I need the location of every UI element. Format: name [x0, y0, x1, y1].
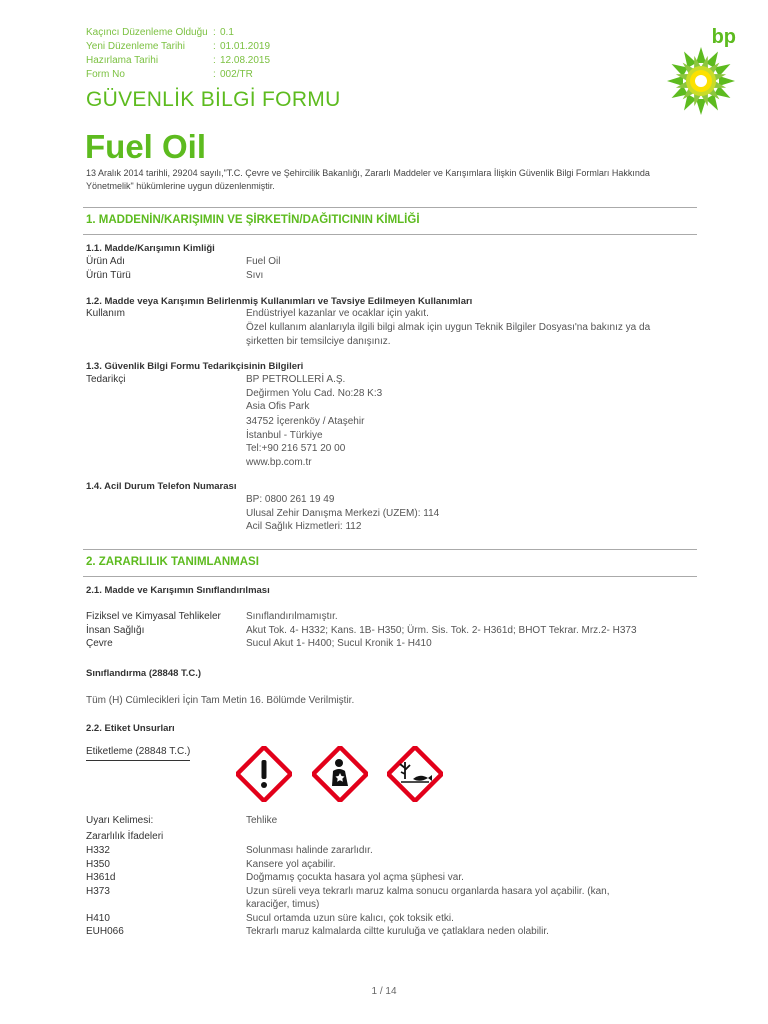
signal-word: Tehlike: [246, 815, 278, 826]
field-value: Endüstriyel kazanlar ve ocaklar için yakıt.: [246, 308, 429, 319]
meta-value: 0.1: [220, 27, 234, 38]
hazard-text: Doğmamış çocukta hasara yol açma şüphesi var.: [246, 872, 464, 883]
meta-colon: :: [213, 55, 216, 66]
meta-colon: :: [213, 69, 216, 80]
meta-label: Kaçıncı Düzenleme Olduğu: [86, 27, 208, 38]
section-divider: [83, 576, 697, 577]
hazard-text: Tekrarlı maruz kalmalarda ciltte kuruluğa ve çatlaklara neden olabilir.: [246, 926, 549, 937]
emergency-phone: Ulusal Zehir Danışma Merkezi (UZEM): 114: [246, 508, 440, 519]
regulation-intro: 13 Aralık 2014 tarihli, 29204 sayılı,"T.C. Çevre ve Şehircilik Bakanlığı, Zararlı Maddeler ve Karışımlara İlişkin Güvenlik Bilgi Formları Hakkında Yönetmelik" hükümlerine uygun düzenlenmiştir.: [86, 168, 650, 191]
product-name: Fuel Oil: [85, 128, 207, 165]
subsection-2-2-title: 2.2. Etiket Unsurları: [86, 723, 175, 734]
meta-colon: :: [213, 41, 216, 52]
emergency-phone: Acil Sağlık Hizmetleri: 112: [246, 521, 362, 532]
subsection-1-3-title: 1.3. Güvenlik Bilgi Formu Tedarikçisinin Bilgileri: [86, 361, 304, 372]
meta-label: Hazırlama Tarihi: [86, 55, 159, 66]
hazard-code: EUH066: [86, 926, 124, 937]
page-number: 1 / 14: [371, 986, 397, 997]
classification-title: Sınıflandırma (28848 T.C.): [86, 668, 202, 679]
supplier-address: 34752 İçerenköy / Ataşehir: [246, 416, 365, 427]
supplier-address: Asia Ofis Park: [246, 401, 310, 412]
meta-label: Form No: [86, 69, 125, 80]
hazard-code: H361d: [86, 872, 116, 883]
meta-colon: :: [213, 27, 216, 38]
field-value: şirketten bir temsilciye danışınız.: [246, 336, 391, 347]
meta-value: 002/TR: [220, 69, 253, 80]
full-text-note: Tüm (H) Cümlecikleri İçin Tam Metin 16. Bölümde Verilmiştir.: [86, 695, 355, 706]
bp-logo-text: bp: [711, 26, 736, 48]
labelling-title: Etiketleme (28848 T.C.): [86, 746, 190, 761]
hazard-code: H410: [86, 913, 110, 924]
field-value: Fuel Oil: [246, 256, 281, 267]
signal-word-label: Uyarı Kelimesi:: [86, 815, 154, 826]
helios-icon: [666, 46, 736, 116]
supplier-phone: Tel:+90 216 571 20 00: [246, 443, 346, 454]
hazard-statements-title: Zararlılık İfadeleri: [86, 831, 164, 842]
field-value: Özel kullanım alanlarıyla ilgili bilgi almak için uygun Teknik Bilgiler Dosyası'na bakınız ya da: [246, 322, 651, 333]
health-hazard-pictogram-icon: [312, 746, 368, 802]
field-value: Sınıflandırılmamıştır.: [246, 611, 338, 622]
subsection-2-1-title: 2.1. Madde ve Karışımın Sınıflandırılması: [86, 585, 270, 596]
supplier-address: Değirmen Yolu Cad. No:28 K:3: [246, 388, 383, 399]
field-label: Fiziksel ve Kimyasal Tehlikeler: [86, 611, 221, 622]
field-value: Sucul Akut 1- H400; Sucul Kronik 1- H410: [246, 638, 432, 649]
field-value: Sıvı: [246, 270, 264, 281]
hazard-text: Kansere yol açabilir.: [246, 859, 336, 870]
subsection-1-1-title: 1.1. Madde/Karışımın Kimliği: [86, 243, 215, 254]
section-1-heading: 1. MADDENİN/KARIŞIMIN VE ŞİRKETİN/DAĞITICININ KİMLİĞİ: [86, 214, 420, 226]
hazard-code: H350: [86, 859, 110, 870]
meta-value: 12.08.2015: [220, 55, 271, 66]
hazard-text: Sucul ortamda uzun süre kalıcı, çok toksik etki.: [246, 913, 454, 924]
section-2-heading: 2. ZARARLILIK TANIMLANMASI: [86, 556, 259, 568]
field-label: Ürün Türü: [86, 270, 131, 281]
hazard-code: H332: [86, 845, 110, 856]
field-label: Çevre: [86, 638, 113, 649]
subsection-1-4-title: 1.4. Acil Durum Telefon Numarası: [86, 481, 237, 492]
bp-logo: [664, 26, 740, 116]
supplier-name: BP PETROLLERİ A.Ş.: [246, 374, 346, 385]
emergency-phone: BP: 0800 261 19 49: [246, 494, 335, 505]
field-label: İnsan Sağlığı: [86, 625, 145, 636]
subsection-1-2-title: 1.2. Madde veya Karışımın Belirlenmiş Kullanımları ve Tavsiye Edilmeyen Kullanımları: [86, 296, 473, 307]
hazard-text: karaciğer, timus): [246, 899, 320, 910]
field-value: Akut Tok. 4- H332; Kans. 1B- H350; Ürm. Sis. Tok. 2- H361d; BHOT Tekrar. Mrz.2- H373: [246, 625, 637, 636]
supplier-address: İstanbul - Türkiye: [246, 430, 323, 441]
meta-value: 01.01.2019: [220, 41, 271, 52]
hazard-text: Uzun süreli veya tekrarlı maruz kalma sonucu organlarda hasara yol açabilir. (kan,: [246, 886, 610, 897]
exclamation-mark-pictogram-icon: [236, 746, 292, 802]
field-label: Kullanım: [86, 308, 125, 319]
field-label: Tedarikçi: [86, 374, 126, 385]
document-title: GÜVENLİK BİLGİ FORMU: [86, 88, 341, 111]
section-divider: [83, 234, 697, 235]
hazard-code: H373: [86, 886, 110, 897]
environment-pictogram-icon: [387, 746, 443, 802]
hazard-text: Solunması halinde zararlıdır.: [246, 845, 373, 856]
meta-label: Yeni Düzenleme Tarihi: [86, 41, 185, 52]
supplier-website: www.bp.com.tr: [246, 457, 312, 468]
field-label: Ürün Adı: [86, 256, 125, 267]
